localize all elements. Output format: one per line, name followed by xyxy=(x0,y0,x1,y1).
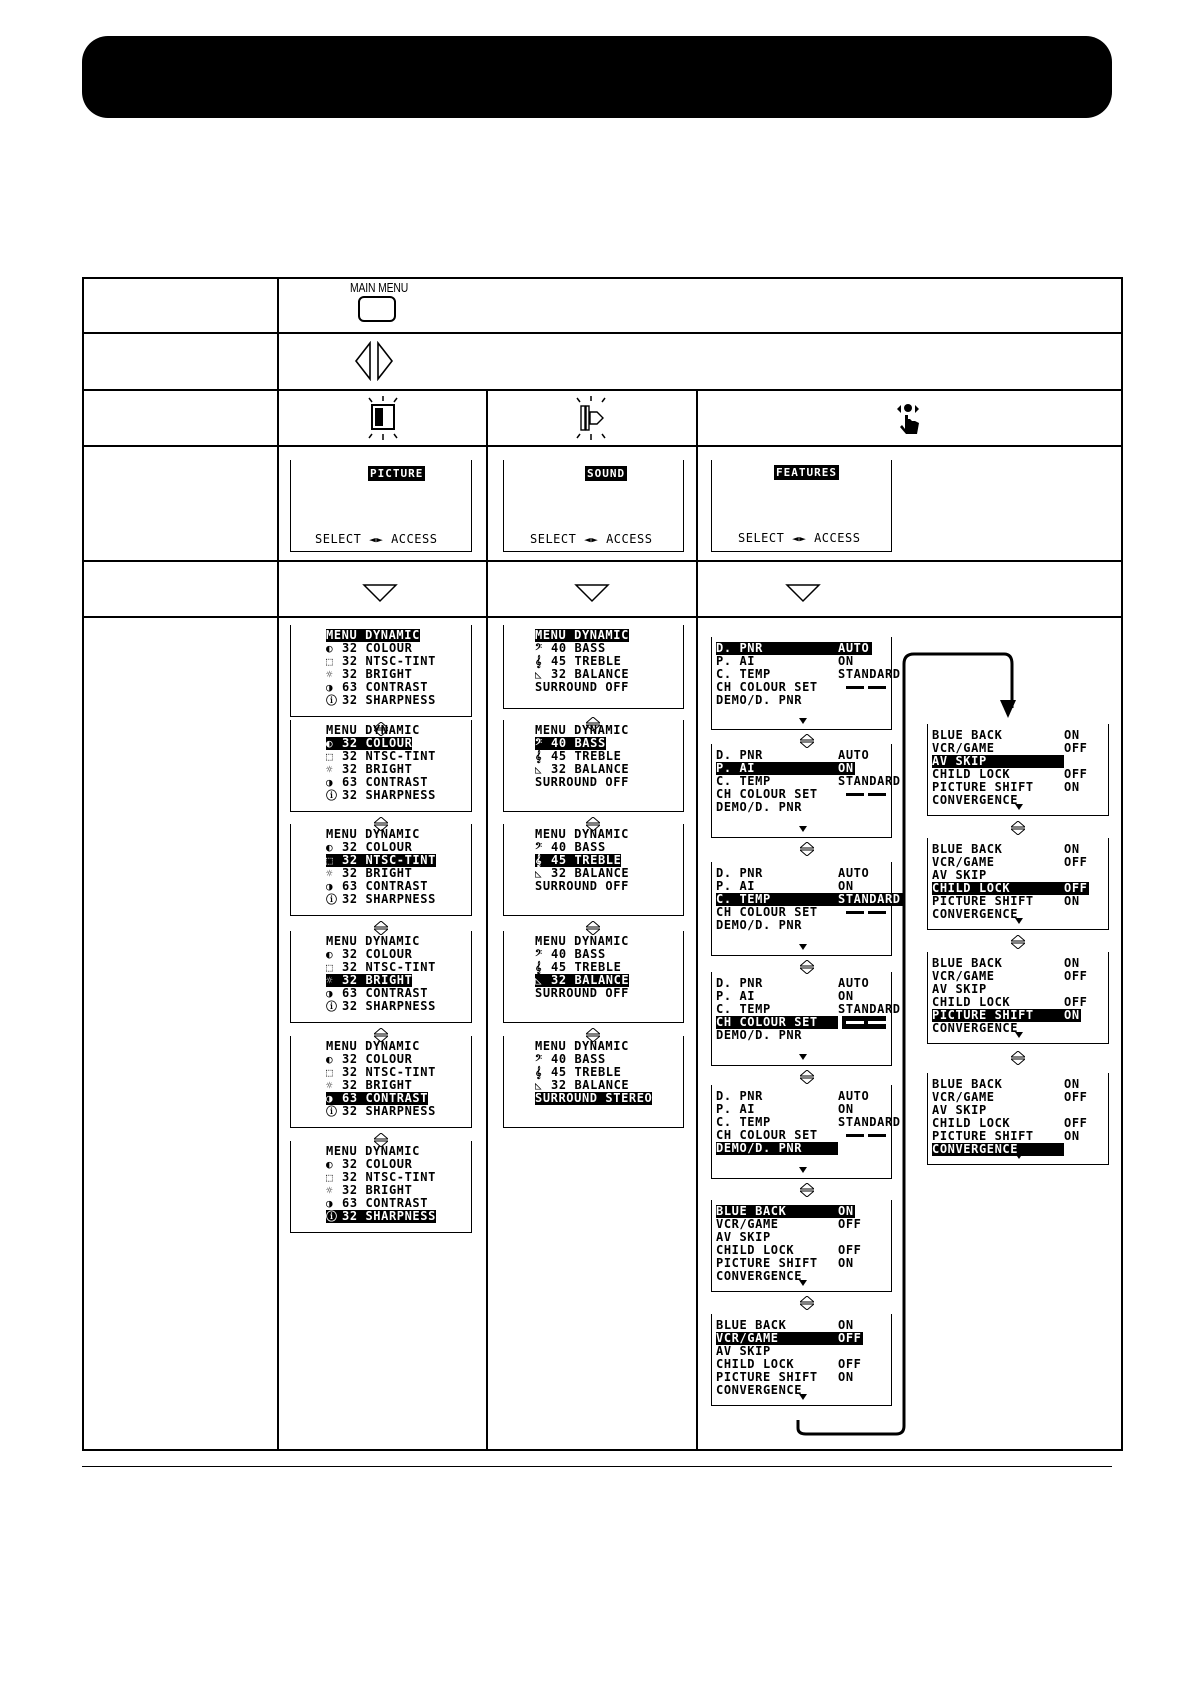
menu-text: 40 BASS xyxy=(551,840,606,854)
menu-text: MENU DYNAMIC xyxy=(535,827,629,841)
setting-icon: ☼ xyxy=(326,668,334,681)
feature-value: ON xyxy=(1064,1077,1080,1091)
setting-icon: ⬚ xyxy=(326,961,334,974)
menu-text: MENU DYNAMIC xyxy=(326,723,420,737)
feature-label: VCR/GAME xyxy=(716,1217,779,1231)
feature-label: AV SKIP xyxy=(932,1103,987,1117)
feature-label: VCR/GAME xyxy=(932,741,995,755)
setting-icon: 𝄢 xyxy=(535,737,543,750)
feature-value: AUTO xyxy=(838,748,870,762)
up-down-arrows-icon xyxy=(800,1070,814,1084)
feature-label: D. PNR xyxy=(716,976,763,990)
colour-set-bars xyxy=(842,1129,886,1142)
menu-text: 40 BASS xyxy=(551,947,606,961)
feature-label: CHILD LOCK xyxy=(716,1357,795,1371)
feature-label: DEMO/D. PNR xyxy=(716,1142,838,1155)
down-triangle-icon xyxy=(362,583,398,603)
feature-label: C. TEMP xyxy=(716,667,771,681)
feature-label: PICTURE SHIFT xyxy=(932,894,1034,908)
feature-label: PICTURE SHIFT xyxy=(932,780,1034,794)
menu-text: 63 CONTRAST xyxy=(342,1196,429,1210)
feature-value: ON xyxy=(838,989,854,1003)
feature-label: CH COLOUR SET xyxy=(716,680,818,694)
menu-text: MENU DYNAMIC xyxy=(535,1039,629,1053)
menu-text: MENU DYNAMIC xyxy=(326,628,420,642)
up-down-arrows-icon xyxy=(800,1183,814,1197)
feature-value: ON xyxy=(838,1204,854,1218)
scroll-down-icon xyxy=(799,1167,807,1173)
feature-value: STANDARD xyxy=(838,1115,901,1129)
feature-value: STANDARD xyxy=(838,1002,901,1016)
feature-label: BLUE BACK xyxy=(932,956,1003,970)
setting-icon: 𝄢 xyxy=(535,1053,543,1066)
feature-value: STANDARD xyxy=(838,774,901,788)
sound-menu-panel xyxy=(503,625,684,709)
feature-label: PICTURE SHIFT xyxy=(932,1009,1081,1022)
setting-icon: ◐ xyxy=(326,642,334,655)
picture-menu-panel xyxy=(290,1141,472,1233)
row-divider xyxy=(82,389,1123,391)
screen-title: PICTURE xyxy=(370,467,424,480)
up-down-arrows-icon xyxy=(1011,935,1025,949)
setting-icon: 𝄞 xyxy=(535,655,543,668)
setting-icon: ◑ xyxy=(326,1092,334,1105)
down-triangle-icon xyxy=(574,583,610,603)
setting-icon: 𝄞 xyxy=(535,1066,543,1079)
setting-icon: ⬚ xyxy=(326,1066,334,1079)
menu-text: 63 CONTRAST xyxy=(342,1091,429,1105)
feature-label: CH COLOUR SET xyxy=(716,905,818,919)
select-access-hint: SELECT ◄► ACCESS xyxy=(738,531,861,545)
scroll-down-icon xyxy=(799,1280,807,1286)
setting-icon: 𝄢 xyxy=(535,642,543,655)
menu-text: 32 BALANCE xyxy=(551,667,630,681)
setting-icon: ☼ xyxy=(326,974,334,987)
setting-icon: ◐ xyxy=(326,1053,334,1066)
features-menu-panel xyxy=(927,1073,1109,1165)
setting-icon: ☼ xyxy=(326,1184,334,1197)
menu-text: 45 TREBLE xyxy=(551,960,622,974)
menu-text: 32 BALANCE xyxy=(551,1078,630,1092)
menu-text: 32 COLOUR xyxy=(342,1157,413,1171)
sound-menu-line xyxy=(535,1092,652,1105)
feature-label: CONVERGENCE xyxy=(932,907,1019,921)
sound-screen xyxy=(503,460,684,552)
features-hand-icon xyxy=(893,403,927,435)
setting-icon: ☼ xyxy=(326,867,334,880)
sound-menu-panel xyxy=(503,931,684,1023)
feature-label: VCR/GAME xyxy=(932,1090,995,1104)
left-right-arrows-icon xyxy=(352,341,402,381)
feature-value: OFF xyxy=(1064,1090,1088,1104)
feature-label: P. AI xyxy=(716,654,756,668)
menu-text: 45 TREBLE xyxy=(551,853,622,867)
feature-value: AUTO xyxy=(838,866,870,880)
menu-text: 32 SHARPNESS xyxy=(342,999,436,1013)
feature-label: P. AI xyxy=(716,989,756,1003)
setting-icon: ⓘ xyxy=(326,1210,338,1223)
menu-text: 32 NTSC-TINT xyxy=(342,1065,436,1079)
up-down-arrows-icon xyxy=(800,842,814,856)
setting-icon: ⬚ xyxy=(326,750,334,763)
menu-text: 40 BASS xyxy=(551,736,606,750)
menu-text: 45 TREBLE xyxy=(551,1065,622,1079)
menu-text: MENU DYNAMIC xyxy=(326,1039,420,1053)
feature-label: VCR/GAME xyxy=(932,969,995,983)
feature-label: AV SKIP xyxy=(932,868,987,882)
menu-text: 45 TREBLE xyxy=(551,654,622,668)
feature-value: OFF xyxy=(1064,881,1088,895)
scroll-down-icon xyxy=(799,944,807,950)
feature-label: CONVERGENCE xyxy=(932,793,1019,807)
setting-icon: ⓘ xyxy=(326,1105,338,1118)
menu-text: MENU DYNAMIC xyxy=(326,827,420,841)
feature-value: ON xyxy=(838,1318,854,1332)
feature-label: BLUE BACK xyxy=(716,1205,855,1218)
feature-label: D. PNR xyxy=(716,748,763,762)
features-menu-panel xyxy=(711,862,901,956)
menu-text: 32 BRIGHT xyxy=(342,762,413,776)
sound-menu-panel xyxy=(503,720,684,812)
feature-value: ON xyxy=(1064,842,1080,856)
feature-value: AUTO xyxy=(838,976,870,990)
speaker-icon xyxy=(573,396,609,440)
menu-text: 32 BRIGHT xyxy=(342,1078,413,1092)
menu-text: 63 CONTRAST xyxy=(342,680,429,694)
menu-text: 32 NTSC-TINT xyxy=(342,1170,436,1184)
feature-label: CHILD LOCK xyxy=(932,767,1011,781)
features-menu-panel xyxy=(711,1200,892,1292)
menu-text: 32 SHARPNESS xyxy=(342,788,436,802)
menu-text: 32 COLOUR xyxy=(342,1052,413,1066)
features-menu-panel xyxy=(711,637,901,730)
setting-icon: ⓘ xyxy=(326,893,338,906)
menu-text: MENU DYNAMIC xyxy=(326,934,420,948)
menu-text: 32 BRIGHT xyxy=(342,866,413,880)
feature-label: CHILD LOCK xyxy=(716,1243,795,1257)
menu-text: 32 BRIGHT xyxy=(342,667,413,681)
row-divider xyxy=(82,332,1123,334)
feature-label: CHILD LOCK xyxy=(932,882,1089,895)
setting-icon: 𝄞 xyxy=(535,961,543,974)
scroll-down-icon xyxy=(1015,804,1023,810)
feature-value: ON xyxy=(838,654,854,668)
menu-text: 32 BALANCE xyxy=(551,866,630,880)
up-down-arrows-icon xyxy=(1011,1051,1025,1065)
setting-icon: 𝄞 xyxy=(535,750,543,763)
picture-menu-panel xyxy=(290,1036,472,1128)
menu-text: SURROUND OFF xyxy=(535,680,629,694)
features-menu-panel xyxy=(927,952,1109,1044)
feature-label: CONVERGENCE xyxy=(932,1021,1019,1035)
feature-label: CHILD LOCK xyxy=(932,1116,1011,1130)
feature-value: OFF xyxy=(1064,1116,1088,1130)
setting-icon: ☼ xyxy=(326,763,334,776)
feature-value: ON xyxy=(838,761,854,775)
feature-value: AUTO xyxy=(838,1089,870,1103)
sound-menu-line xyxy=(535,776,629,789)
features-screen xyxy=(711,460,892,552)
menu-text: MENU DYNAMIC xyxy=(535,934,629,948)
setting-icon: ◐ xyxy=(326,948,334,961)
feature-value: OFF xyxy=(1064,969,1088,983)
title-banner xyxy=(82,36,1112,118)
sound-menu-line xyxy=(535,880,629,893)
feature-label: P. AI xyxy=(716,879,756,893)
setting-icon: ⬚ xyxy=(326,655,334,668)
setting-icon: 𝄢 xyxy=(535,841,543,854)
select-access-hint: SELECT ◄► ACCESS xyxy=(315,532,438,546)
features-menu-panel xyxy=(711,972,901,1066)
picture-menu-line xyxy=(326,694,436,707)
scroll-down-icon xyxy=(799,826,807,832)
picture-menu-line xyxy=(326,1210,436,1223)
feature-value: ON xyxy=(1064,956,1080,970)
select-access-hint: SELECT ◄► ACCESS xyxy=(530,532,653,546)
feature-value: OFF xyxy=(1064,767,1088,781)
feature-label: CONVERGENCE xyxy=(716,1383,803,1397)
scroll-down-icon xyxy=(1015,918,1023,924)
menu-text: 63 CONTRAST xyxy=(342,775,429,789)
feature-label: PICTURE SHIFT xyxy=(932,1129,1034,1143)
feature-label: C. TEMP xyxy=(716,1002,771,1016)
feature-value: ON xyxy=(1064,780,1080,794)
row-divider xyxy=(82,616,1123,618)
feature-value: OFF xyxy=(838,1357,862,1371)
feature-label: CH COLOUR SET xyxy=(716,1128,818,1142)
setting-icon: ◑ xyxy=(326,681,334,694)
setting-icon: ⬚ xyxy=(326,854,334,867)
setting-icon: ☼ xyxy=(326,1079,334,1092)
picture-menu-panel xyxy=(290,931,472,1023)
feature-value: OFF xyxy=(838,1243,862,1257)
feature-label: AV SKIP xyxy=(932,982,987,996)
feature-label: BLUE BACK xyxy=(932,842,1003,856)
colour-set-bars xyxy=(842,906,886,919)
feature-value: STANDARD xyxy=(838,892,901,906)
up-down-arrows-icon xyxy=(800,1296,814,1310)
setting-icon: ◑ xyxy=(326,987,334,1000)
setting-icon: ◐ xyxy=(326,737,334,750)
setting-icon: ◐ xyxy=(326,841,334,854)
setting-icon: ◑ xyxy=(326,880,334,893)
menu-text: 32 NTSC-TINT xyxy=(342,654,436,668)
row-divider xyxy=(82,560,1123,562)
setting-icon: ◺ xyxy=(535,668,543,681)
scroll-down-icon xyxy=(799,1054,807,1060)
menu-text: 40 BASS xyxy=(551,641,606,655)
feature-label: PICTURE SHIFT xyxy=(716,1370,818,1384)
setting-icon: 𝄞 xyxy=(535,854,543,867)
feature-value: OFF xyxy=(1064,741,1088,755)
feature-label: DEMO/D. PNR xyxy=(716,693,803,707)
colour-set-bars xyxy=(842,788,886,801)
feature-label: DEMO/D. PNR xyxy=(716,1028,803,1042)
menu-text: MENU DYNAMIC xyxy=(326,1144,420,1158)
picture-menu-panel xyxy=(290,720,472,812)
menu-text: 32 BALANCE xyxy=(551,973,630,987)
features-menu-panel xyxy=(927,724,1109,816)
feature-label: VCR/GAME xyxy=(716,1332,863,1345)
setting-icon: ◑ xyxy=(326,776,334,789)
bottom-rule xyxy=(82,1466,1112,1467)
sound-menu-panel xyxy=(503,1036,684,1128)
feature-value: ON xyxy=(838,879,854,893)
picture-menu-line xyxy=(326,1000,436,1013)
feature-value: OFF xyxy=(838,1217,862,1231)
menu-text: 63 CONTRAST xyxy=(342,879,429,893)
feature-label: DEMO/D. PNR xyxy=(716,918,803,932)
down-triangle-icon xyxy=(785,583,821,603)
menu-text: 32 BALANCE xyxy=(551,762,630,776)
menu-text: SURROUND OFF xyxy=(535,986,629,1000)
feature-label: DEMO/D. PNR xyxy=(716,800,803,814)
menu-text: 63 CONTRAST xyxy=(342,986,429,1000)
setting-icon: ◐ xyxy=(326,1158,334,1171)
menu-text: SURROUND OFF xyxy=(535,775,629,789)
setting-icon: ◺ xyxy=(535,1079,543,1092)
feature-label: BLUE BACK xyxy=(932,728,1003,742)
sound-menu-line xyxy=(535,987,629,1000)
picture-menu-line xyxy=(326,1105,436,1118)
menu-text: 32 BRIGHT xyxy=(342,973,413,987)
feature-label: D. PNR xyxy=(716,642,872,655)
menu-text: 32 COLOUR xyxy=(342,641,413,655)
feature-label: CONVERGENCE xyxy=(716,1269,803,1283)
up-down-arrows-icon xyxy=(1011,821,1025,835)
feature-label: D. PNR xyxy=(716,866,763,880)
picture-menu-line xyxy=(326,893,436,906)
menu-text: 32 NTSC-TINT xyxy=(342,960,436,974)
features-menu-panel xyxy=(711,1085,901,1179)
feature-label: AV SKIP xyxy=(716,1230,771,1244)
row-divider xyxy=(82,445,1123,447)
menu-text: 32 SHARPNESS xyxy=(342,693,436,707)
feature-label: CH COLOUR SET xyxy=(716,1016,838,1029)
features-menu-panel xyxy=(711,1314,892,1406)
menu-text: 32 SHARPNESS xyxy=(342,1209,436,1223)
menu-text: 45 TREBLE xyxy=(551,749,622,763)
menu-text: 32 COLOUR xyxy=(342,840,413,854)
screen-title: FEATURES xyxy=(776,466,837,479)
feature-label: C. TEMP xyxy=(716,893,905,906)
sound-menu-panel xyxy=(503,824,684,916)
menu-text: 32 NTSC-TINT xyxy=(342,853,436,867)
scroll-down-icon xyxy=(1015,1153,1023,1159)
feature-value: AUTO xyxy=(838,641,870,655)
feature-label: VCR/GAME xyxy=(932,855,995,869)
picture-menu-line xyxy=(326,789,436,802)
feature-label: PICTURE SHIFT xyxy=(716,1256,818,1270)
menu-text: 32 COLOUR xyxy=(342,736,413,750)
feature-label: BLUE BACK xyxy=(716,1318,787,1332)
setting-icon: ◺ xyxy=(535,763,543,776)
feature-value: OFF xyxy=(1064,855,1088,869)
menu-text: 32 BRIGHT xyxy=(342,1183,413,1197)
feature-label: P. AI xyxy=(716,762,855,775)
feature-value: OFF xyxy=(838,1331,862,1345)
features-menu-panel xyxy=(927,838,1109,930)
setting-icon: ◑ xyxy=(326,1197,334,1210)
colour-set-bars xyxy=(842,681,886,694)
menu-text: MENU DYNAMIC xyxy=(535,723,629,737)
feature-label: AV SKIP xyxy=(716,1344,771,1358)
column-divider xyxy=(486,389,488,1451)
menu-text: 40 BASS xyxy=(551,1052,606,1066)
picture-menu-panel xyxy=(290,824,472,916)
feature-value: OFF xyxy=(1064,995,1088,1009)
setting-icon: ⓘ xyxy=(326,694,338,707)
setting-icon: ⓘ xyxy=(326,789,338,802)
menu-text: 32 SHARPNESS xyxy=(342,1104,436,1118)
screen-title: SOUND xyxy=(587,467,626,480)
feature-label: C. TEMP xyxy=(716,1115,771,1129)
column-divider xyxy=(277,277,279,1451)
main-menu-button-icon xyxy=(358,296,396,322)
feature-value: ON xyxy=(838,1256,854,1270)
picture-tv-icon xyxy=(365,396,401,440)
menu-text: MENU DYNAMIC xyxy=(535,628,629,642)
menu-text: SURROUND OFF xyxy=(535,879,629,893)
sound-menu-line xyxy=(535,681,629,694)
scroll-down-icon xyxy=(799,1394,807,1400)
feature-label: CHILD LOCK xyxy=(932,995,1011,1009)
setting-icon: 𝄢 xyxy=(535,948,543,961)
feature-label: CH COLOUR SET xyxy=(716,787,818,801)
feature-value: ON xyxy=(1064,1129,1080,1143)
menu-text: 32 COLOUR xyxy=(342,947,413,961)
feature-label: C. TEMP xyxy=(716,774,771,788)
colour-set-bars xyxy=(842,1016,886,1029)
setting-icon: ◺ xyxy=(535,974,543,987)
feature-label: CONVERGENCE xyxy=(932,1143,1064,1156)
feature-label: BLUE BACK xyxy=(932,1077,1003,1091)
menu-text: 32 NTSC-TINT xyxy=(342,749,436,763)
feature-label: D. PNR xyxy=(716,1089,763,1103)
main-menu-label: MAIN MENU xyxy=(350,280,409,295)
feature-value: ON xyxy=(1064,728,1080,742)
scroll-down-icon xyxy=(799,718,807,724)
setting-icon: ◺ xyxy=(535,867,543,880)
feature-label: P. AI xyxy=(716,1102,756,1116)
setting-icon: ⓘ xyxy=(326,1000,338,1013)
scroll-down-icon xyxy=(1015,1032,1023,1038)
feature-label: AV SKIP xyxy=(932,755,1064,768)
setting-icon: ⬚ xyxy=(326,1171,334,1184)
column-divider xyxy=(696,389,698,1451)
features-menu-panel xyxy=(711,744,901,838)
feature-value: ON xyxy=(838,1370,854,1384)
feature-value: ON xyxy=(1064,1008,1080,1022)
menu-text: SURROUND STEREO xyxy=(535,1091,653,1105)
feature-value: STANDARD xyxy=(838,667,901,681)
menu-text: 32 SHARPNESS xyxy=(342,892,436,906)
feature-value: ON xyxy=(1064,894,1080,908)
feature-value: ON xyxy=(838,1102,854,1116)
picture-screen xyxy=(290,460,472,552)
picture-menu-panel xyxy=(290,625,472,717)
